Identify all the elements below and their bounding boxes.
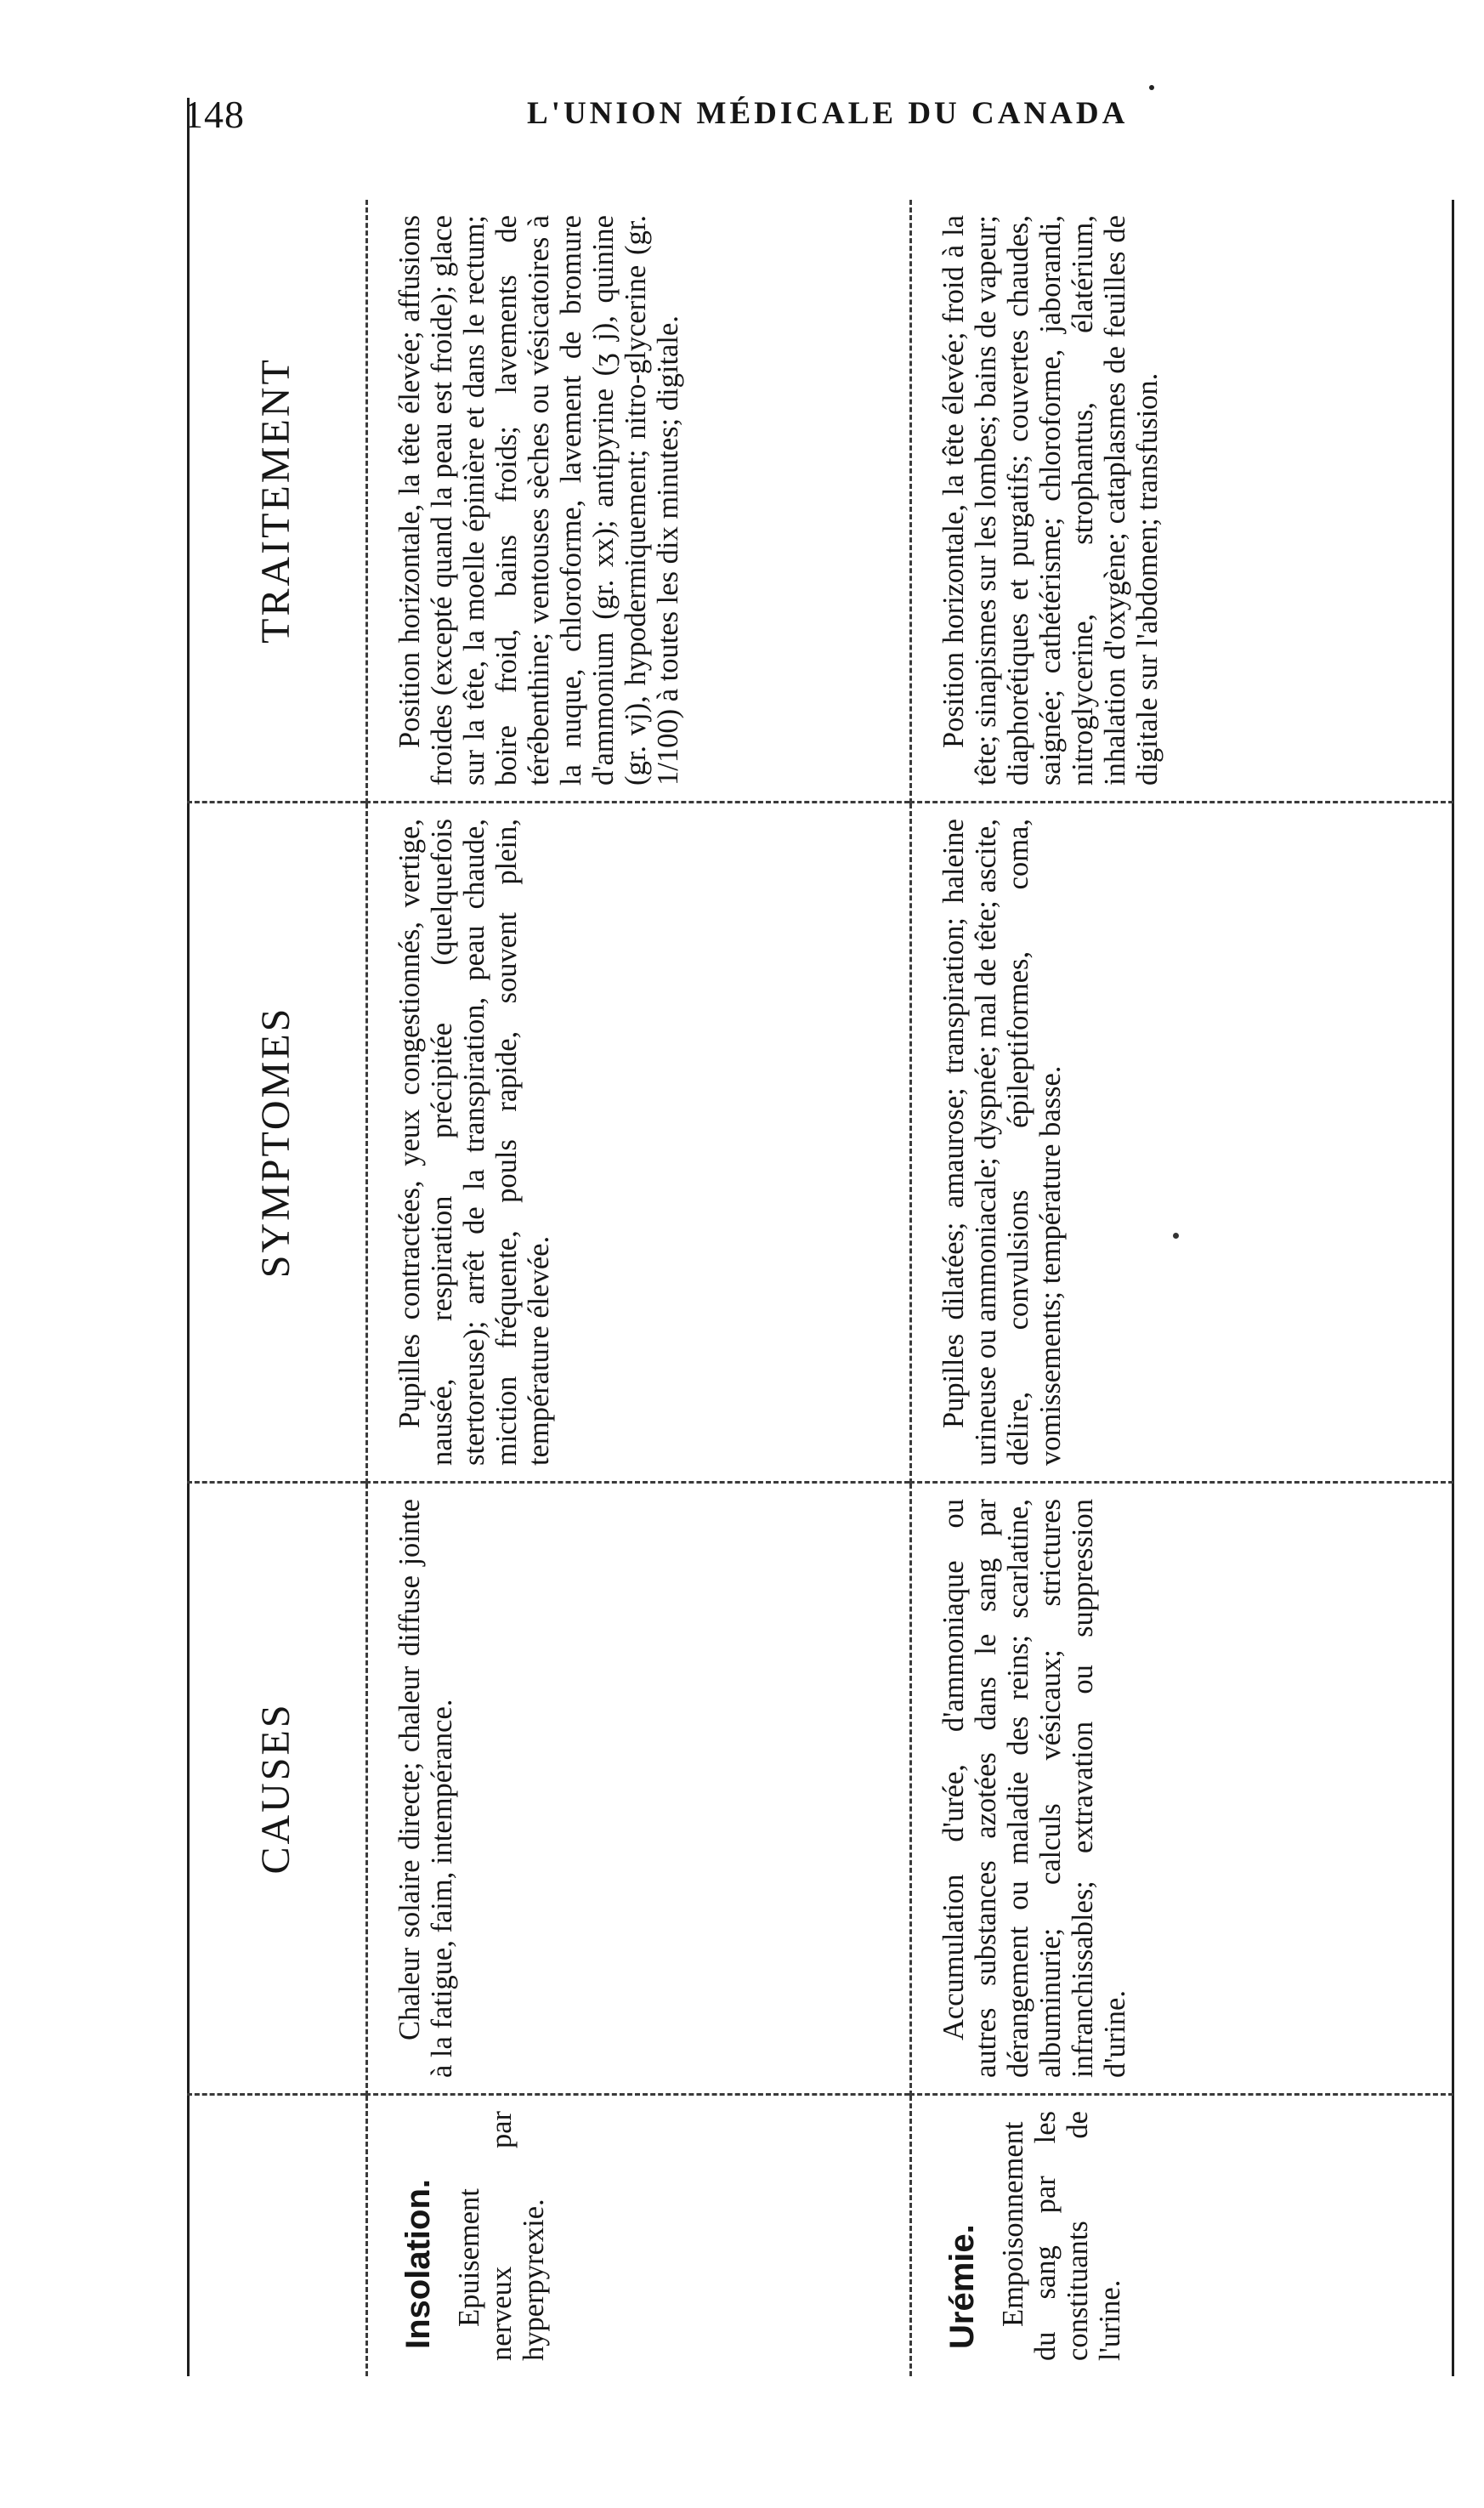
column-header-causes: CAUSES: [187, 1484, 365, 2096]
condition-name: Urémie.: [943, 2224, 981, 2349]
causes-text: Accumulation d'urée, d'ammoniaque ou autres substances azotées dans le sang par dérangement ou maladie des reins; scarlatine, albuminurie; calculs vésicaux; strictures infranchissables; extravation ou suppression d'urine.: [937, 1499, 1131, 2078]
column-header-treatment: TRAITEMENT: [187, 200, 365, 803]
stray-dot: [1173, 1233, 1179, 1239]
table-row-uremie-symptoms: [909, 803, 1453, 1484]
column-header-condition: [187, 2096, 365, 2376]
condition-description: Epuisement nerveux par hyperpyrexie.: [453, 2111, 550, 2361]
table-row-uremie-treatment: [909, 200, 1453, 803]
treatment-text: Position horizontale, la tête élevée; affusions froides (excepté quand la peau est froide); glace sur la tête, la moelle épinière et dans le rectum; boire froid, bains froids; lavements de térébenthine; ventouses sèches ou vésicatoires à la nuque, chloroforme, lavement de bromure d'ammonium (gr. xx); antipyrine (ʒ j), quinine (gr. vj), hypodermiquement; nitro-glycerine (gr. 1/100) à toutes les dix minutes; digitale.: [394, 215, 684, 786]
treatment-text: Position horizontale, la tête élevée; froid à la tête; sinapismes sur les lombes; bains de vapeur; diaphorétiques et purgatifs; couvertes chaudes, saignée; cathétérisme; chloroforme, jaborandi, nitroglycerine, strophantus, élatérium, inhalation d'oxygène; cataplasmes de feuilles de digitale sur l'abdomen; transfusion.: [937, 215, 1164, 786]
table-row-insolation-symptoms: [365, 803, 909, 1484]
table-row-uremie-causes: [909, 1484, 1453, 2096]
condition-description: Empoisonnement du sang par les constituants de l'urine.: [997, 2111, 1126, 2361]
table-row-insolation-causes: [365, 1484, 909, 2096]
symptoms-text: Pupilles dilatées; amaurose; transpiration; haleine urineuse ou ammoniacale; dyspnée; mal de tête; ascite, délire, convulsions épileptiformes, coma, vomissements; température basse.: [937, 819, 1067, 1466]
page-number: 148: [184, 93, 245, 136]
causes-text: Chaleur solaire directe; chaleur diffuse jointe à la fatigue, faim, intempérance.: [394, 1499, 458, 2078]
running-title: L'UNION MÉDICALE DU CANADA: [527, 96, 1129, 131]
table-top-rule-extension: [187, 98, 190, 217]
column-header-symptoms: SYMPTOMES: [187, 803, 365, 1484]
symptoms-text: Pupilles contractées, yeux congestionnés, vertige, nausée, respiration précipitée (quelquefois stertoreuse); arrêt de la transpiration, peau chaude, miction fréquente, pouls rapide, souvent plein, température élevée.: [394, 819, 555, 1466]
table-row-uremie-condition: [909, 2096, 1453, 2376]
ink-speck: [1149, 85, 1154, 90]
table-row-insolation-treatment: [365, 200, 909, 803]
table-row-insolation-condition: [365, 2096, 909, 2376]
medical-table: [187, 200, 1453, 2376]
condition-name: Insolation.: [399, 2179, 437, 2349]
